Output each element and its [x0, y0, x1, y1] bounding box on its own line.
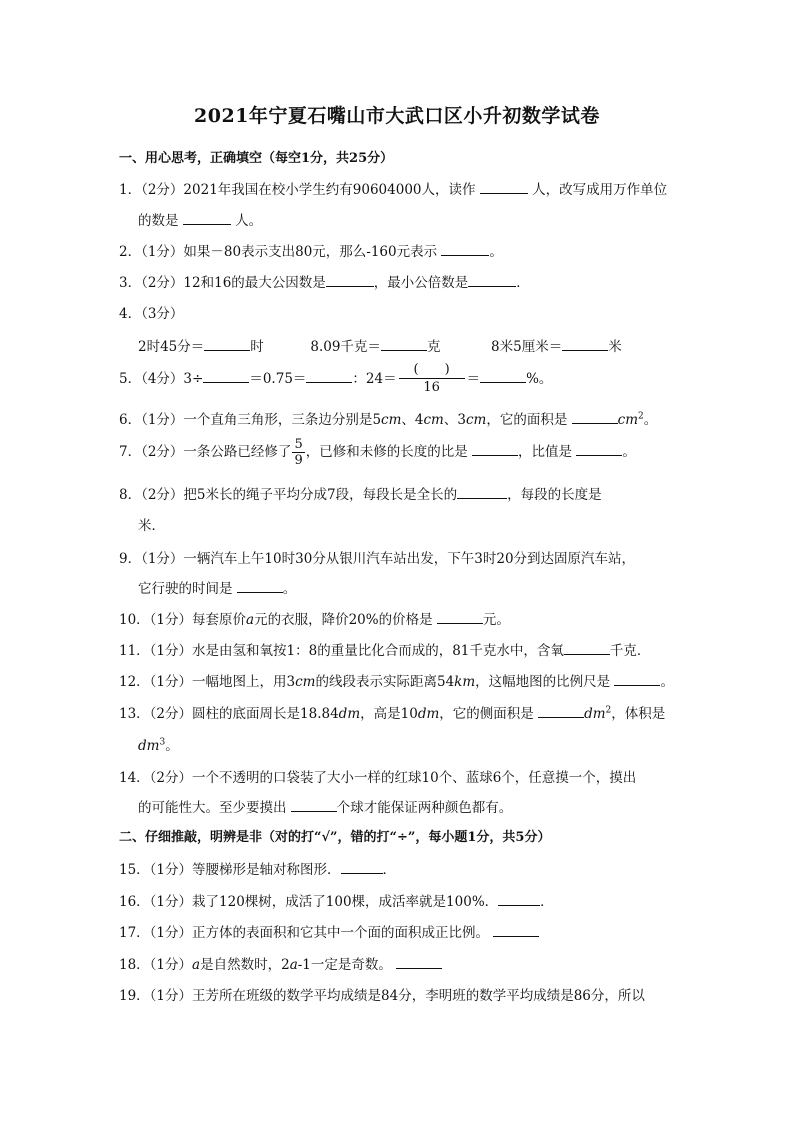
q4-blank-3[interactable] [562, 338, 608, 351]
q12-text-b: 的线段表示实际距离54 [315, 674, 455, 690]
q6-square-exponent: 2 [638, 411, 644, 422]
q13-text-c: ，它的侧面积是 [439, 706, 534, 722]
question-2 [119, 240, 503, 260]
question-5 [119, 363, 552, 396]
q14-text-c: 个球才能保证两种颜色都有。 [336, 800, 513, 816]
q10-blank[interactable] [437, 611, 483, 624]
q10-text-b: 元的衣服，降价20%的价格是 [254, 612, 433, 628]
q13-square-exponent: 2 [605, 705, 612, 716]
q6-blank[interactable] [572, 411, 618, 424]
question-8 [119, 483, 602, 503]
question-15 [119, 858, 396, 878]
q6-text-b: ，它的面积是 [486, 412, 568, 428]
q1-text-d: 人。 [235, 213, 263, 229]
question-18 [119, 953, 442, 973]
question-9-continued [138, 577, 296, 597]
question-19 [119, 984, 645, 1004]
q3-blank-1[interactable] [326, 274, 374, 287]
q2-text-a: 2．（1分）如果－80表示支出80元，那么-160元表示 [119, 244, 438, 260]
q17-text-a: 17．（1分）正方体的表面积和它其中一个面的面积成正比例。 [119, 925, 490, 941]
question-4-items [138, 335, 622, 355]
q12-text-d: 。 [660, 674, 674, 690]
q11-blank[interactable] [564, 642, 610, 655]
q4-text-a: 4．（3分） [119, 306, 184, 322]
question-4 [119, 302, 183, 322]
q1-blank-1[interactable] [480, 181, 528, 194]
q6-unit-3: cm [465, 412, 487, 428]
q13-text-e: 。 [165, 738, 179, 754]
q6-area-unit: cm [617, 412, 639, 428]
q3-text-b: ，最小公倍数是 [373, 275, 469, 291]
q13-text-a: 13．（2分）圆柱的底面周长是18.84 [119, 706, 339, 722]
q13-unit-1: dm [338, 706, 361, 722]
q8-blank-1[interactable] [457, 486, 507, 499]
q7-text-c: ，比值是 [518, 444, 573, 460]
q5-text-b: ＝0.75＝ [249, 370, 307, 387]
q5-fraction-denominator: 16 [423, 380, 440, 396]
q6-side-3: 3 [457, 412, 466, 428]
q11-text-b: 千克． [609, 643, 651, 659]
q6-unit-2: cm [423, 412, 444, 428]
question-9 [119, 547, 635, 567]
q17-blank[interactable] [493, 924, 539, 937]
q5-text-a: 5．（4分）3÷ [119, 370, 204, 387]
q5-blank-1[interactable] [203, 370, 249, 383]
q15-text-b: ． [382, 862, 397, 878]
q4-item-1-label: 2时45分＝ [138, 339, 205, 355]
q14-blank[interactable] [291, 799, 337, 812]
q7-text-a: 7．（2分）一条公路已经修了 [119, 444, 292, 460]
q15-blank[interactable] [341, 861, 383, 874]
q11-text-a: 11．（1分）水是由氢和氧按1：8的重量比化合而成的，81千克水中，含氧 [119, 643, 564, 659]
q9-blank[interactable] [237, 580, 283, 593]
page-title: 2021年宁夏石嘴山市大武口区小升初数学试卷 [194, 105, 600, 127]
question-14 [119, 766, 636, 786]
q16-blank[interactable] [498, 893, 540, 906]
q4-blank-1[interactable] [204, 338, 250, 351]
q14-text-a: 14．（2分）一个不透明的口袋装了大小一样的红球10个、蓝球6个，任意摸一个，摸出 [119, 770, 637, 786]
q12-unit-km: km [454, 674, 476, 690]
q4-blank-2[interactable] [381, 338, 427, 351]
q13-blank-1[interactable] [538, 705, 584, 718]
q9-text-b: 它行驶的时间是 [138, 581, 233, 597]
q13-cube-exponent: 3 [159, 737, 166, 748]
question-1 [119, 178, 667, 198]
q6-side-2: 4 [414, 412, 424, 428]
q1-text-b: 人，改写成用万作单位 [532, 182, 668, 198]
q5-blank-3[interactable] [480, 370, 526, 383]
q16-text-a: 16．（1分）栽了120棵树，成活了100棵，成活率就是100%． [119, 894, 499, 910]
section-2-heading: 二、仔细推敲，明辨是非（对的打“√”，错的打“÷”，每小题1分，共5分） [119, 830, 551, 845]
q18-variable-2: a [289, 957, 298, 973]
question-16 [119, 890, 554, 910]
q10-variable: a [246, 612, 255, 628]
q10-text-c: 元。 [482, 612, 510, 628]
q5-text-d: ＝ [466, 370, 481, 387]
q19-text-a: 19．（1分）王芳所在班级的数学平均成绩是84分，李明班的数学平均成绩是86分，所以 [119, 988, 645, 1004]
question-13-continued [138, 734, 179, 754]
q8-text-b: ，每段的长度是 [507, 487, 602, 503]
q1-text-a: 1．（2分）2021年我国在校小学生约有90604000人，读作 [119, 182, 476, 198]
question-12 [119, 670, 674, 690]
q4-item-3-label: 8米5厘米＝ [491, 339, 563, 355]
q6-sep-1: 、 [401, 412, 415, 428]
question-3 [119, 271, 530, 291]
q4-item-2-label: 8.09千克＝ [310, 339, 381, 355]
q12-text-c: ，这幅地图的比例尺是 [475, 674, 611, 690]
q18-variable: a [192, 957, 201, 973]
q13-unit-4: dm [138, 738, 160, 754]
q9-text-c: 。 [282, 581, 297, 597]
q12-text-a: 12．（1分）一幅地图上，用3 [119, 674, 296, 690]
q7-text-d: 。 [622, 444, 636, 460]
q16-text-b: ． [540, 894, 554, 910]
question-6 [119, 408, 657, 428]
q6-text-a: 6．（1分）一个直角三角形，三条边分别是 [119, 412, 373, 428]
question-13 [119, 702, 665, 722]
q5-text-e: %。 [526, 370, 553, 387]
q7-fraction-denominator: 9 [294, 453, 303, 468]
q6-sep-2: 、 [443, 412, 458, 428]
q13-unit-2: dm [417, 706, 440, 722]
question-11 [119, 639, 650, 659]
q3-blank-2[interactable] [468, 274, 516, 287]
q2-text-b: 。 [489, 244, 503, 260]
q15-text-a: 15．（1分）等腰梯形是轴对称图形． [119, 862, 341, 878]
q2-blank[interactable] [441, 243, 489, 256]
q18-blank[interactable] [396, 956, 442, 969]
q8-text-c: 米． [138, 518, 165, 534]
q18-text-a: 18．（1分） [119, 957, 193, 973]
question-17 [119, 921, 539, 941]
q13-unit-3: dm [584, 706, 606, 722]
q5-blank-2[interactable] [306, 370, 352, 383]
q6-end: 。 [643, 412, 658, 428]
q7-blank-2[interactable] [576, 443, 622, 456]
q7-blank-1[interactable] [472, 443, 518, 456]
q9-text-a: 9．（1分）一辆汽车上午10时30分从银川汽车站出发，下午3时20分到达固原汽车站， [119, 551, 636, 567]
q10-text-a: 10．（1分）每套原价 [119, 612, 247, 628]
q7-fraction [292, 438, 304, 467]
section-1-heading: 一、用心思考，正确填空（每空1分，共25分） [119, 151, 394, 166]
q5-text-c: ：24＝ [352, 370, 397, 387]
question-14-continued [138, 796, 512, 816]
q7-fraction-numerator: 5 [294, 437, 303, 452]
q5-fraction [399, 363, 465, 396]
q6-unit-1: cm [381, 412, 402, 428]
q18-text-b: 是自然数时，2 [200, 957, 290, 973]
q8-text-a: 8．（2分）把5米长的绳子平均分成7段，每段长是全长的 [119, 487, 458, 503]
q1-text-c: 的数是 [138, 213, 179, 229]
q3-text-a: 3．（2分）12和16的最大公因数是 [119, 275, 326, 291]
q3-text-c: ． [516, 275, 530, 291]
q12-blank[interactable] [614, 673, 660, 686]
q12-unit-cm: cm [295, 674, 316, 690]
q13-text-d: ，体积是 [611, 706, 666, 722]
q18-text-c: -1一定是奇数。 [297, 957, 392, 973]
q4-item-3-unit: 米 [608, 339, 622, 355]
question-8-continued [138, 514, 165, 534]
q7-text-b: ，已修和未修的长度的比是 [305, 444, 468, 460]
question-1-continued [138, 209, 262, 229]
question-10 [119, 608, 510, 628]
q14-text-b: 的可能性大。至少要摸出 [138, 800, 287, 816]
q1-blank-2[interactable] [183, 212, 231, 225]
q5-fraction-numerator[interactable]: ( ) [399, 363, 465, 379]
q4-item-1-unit: 时 [250, 339, 264, 355]
q6-side-1: 5 [372, 412, 382, 428]
question-7 [119, 438, 636, 467]
q13-text-b: ，高是10 [360, 706, 418, 722]
q4-item-2-unit: 克 [426, 339, 441, 355]
